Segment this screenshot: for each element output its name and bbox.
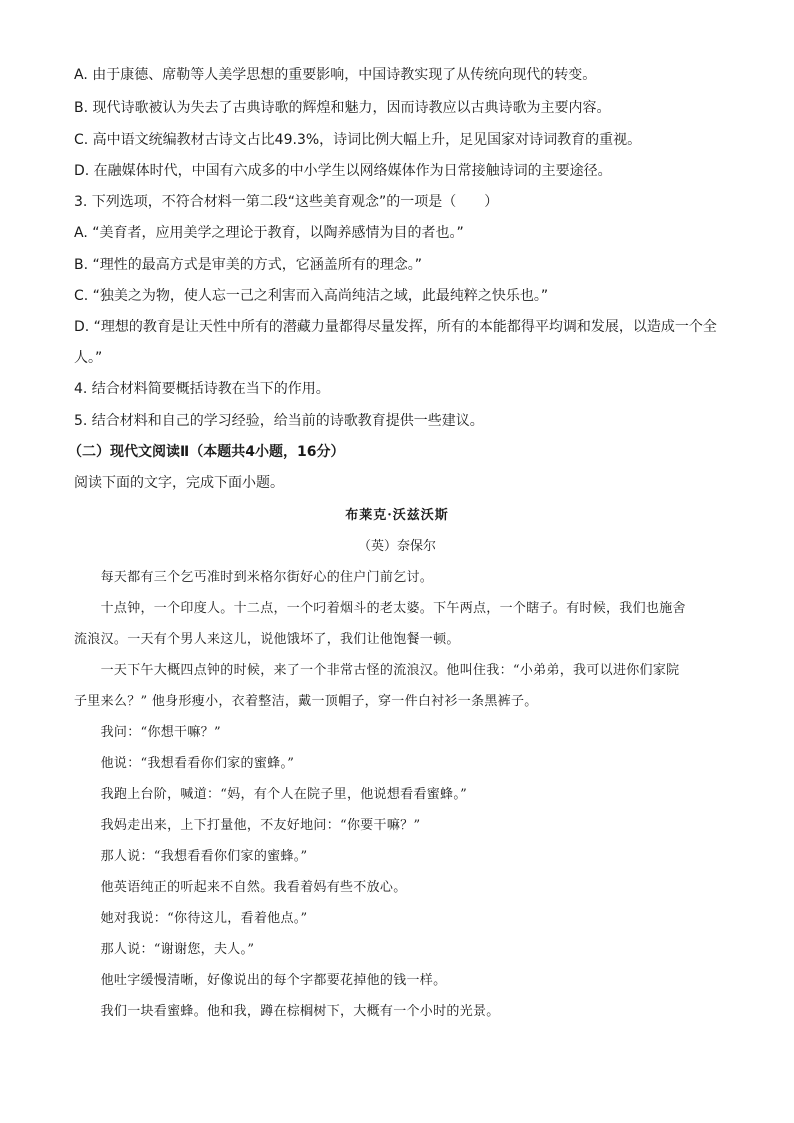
story-paragraph: 他英语纯正的听起来不自然。我看着妈有些不放心。	[74, 880, 407, 895]
q3-option-a: A. “美育者，应用美学之理论于教育，以陶养感情为目的者也。”	[74, 225, 464, 241]
story-title: 布莱克·沃兹沃斯	[345, 508, 449, 523]
story-paragraph: 她对我说：“你待这儿，看着他点。”	[74, 911, 308, 926]
story-paragraph: 十点钟，一个印度人。十二点，一个叼着烟斗的老太婆。下午两点，一个瞎子。有时候，我们也施舍	[74, 601, 686, 616]
section-heading: （二）现代文阅读Ⅱ（本题共4小题，16分）	[68, 444, 345, 460]
story-author: （英）奈保尔	[357, 539, 436, 554]
q2-option-c: C. 高中语文统编教材古诗文占比49.3%，诗词比例大幅上升，足见国家对诗词教育的重视。	[74, 132, 642, 148]
q2-option-b: B. 现代诗歌被认为失去了古典诗歌的辉煌和魅力，因而诗教应以古典诗歌为主要内容。	[74, 100, 611, 116]
story-paragraph: 一天下午大概四点钟的时候，来了一个非常古怪的流浪汉。他叫住我：“小弟弟，我可以进你们家院	[74, 663, 680, 678]
story-paragraph: 我妈走出来，上下打量他，不友好地问：“你要干嘛？”	[74, 818, 421, 833]
story-paragraph: 我跑上台阶，喊道：“妈，有个人在院子里，他说想看看蜜蜂。”	[74, 787, 468, 802]
story-paragraph: 流浪汉。一天有个男人来这儿，说他饿坏了，我们让他饱餐一顿。	[74, 632, 460, 647]
q3-option-c: C. “独美之为物，使人忘一己之利害而入高尚纯洁之域，此最纯粹之快乐也。”	[74, 288, 549, 304]
story-paragraph: 那人说：“谢谢您，夫人。”	[74, 942, 255, 957]
story-paragraph: 我问：“你想干嘛？”	[74, 725, 221, 740]
story-paragraph: 他吐字缓慢清晰，好像说出的每个字都要花掉他的钱一样。	[74, 973, 447, 988]
reading-instruction: 阅读下面的文字，完成下面小题。	[74, 475, 284, 491]
q5-stem: 5. 结合材料和自己的学习经验，给当前的诗歌教育提供一些建议。	[74, 413, 484, 429]
q3-option-b: B. “理性的最高方式是审美的方式，它涵盖所有的理念。”	[74, 257, 423, 273]
q2-option-a: A. 由于康德、席勒等人美学思想的重要影响，中国诗教实现了从传统向现代的转变。	[74, 67, 597, 83]
story-paragraph: 那人说：“我想看看你们家的蜜蜂。”	[74, 849, 308, 864]
q3-stem: 3. 下列选项，不符合材料一第二段“这些美育观念”的一项是（ ）	[74, 194, 499, 210]
q2-option-d: D. 在融媒体时代，中国有六成多的中小学生以网络媒体作为日常接触诗词的主要途径。	[74, 163, 612, 179]
q3-option-d-cont: 人。”	[74, 350, 103, 366]
story-paragraph: 子里来么？” 他身形瘦小，衣着整洁，戴一顶帽子，穿一件白衬衫一条黑裤子。	[74, 694, 538, 709]
story-paragraph: 我们一块看蜜蜂。他和我，蹲在棕榈树下，大概有一个小时的光景。	[74, 1004, 500, 1019]
story-paragraph: 他说：“我想看看你们家的蜜蜂。”	[74, 756, 295, 771]
q3-option-d: D. “理想的教育是让天性中所有的潜藏力量都得尽量发挥，所有的本能都得平均调和发展，以造成一个全	[74, 319, 717, 335]
q4-stem: 4. 结合材料简要概括诗教在当下的作用。	[74, 381, 330, 397]
story-paragraph: 每天都有三个乞丐准时到米格尔街好心的住户门前乞讨。	[74, 570, 434, 585]
